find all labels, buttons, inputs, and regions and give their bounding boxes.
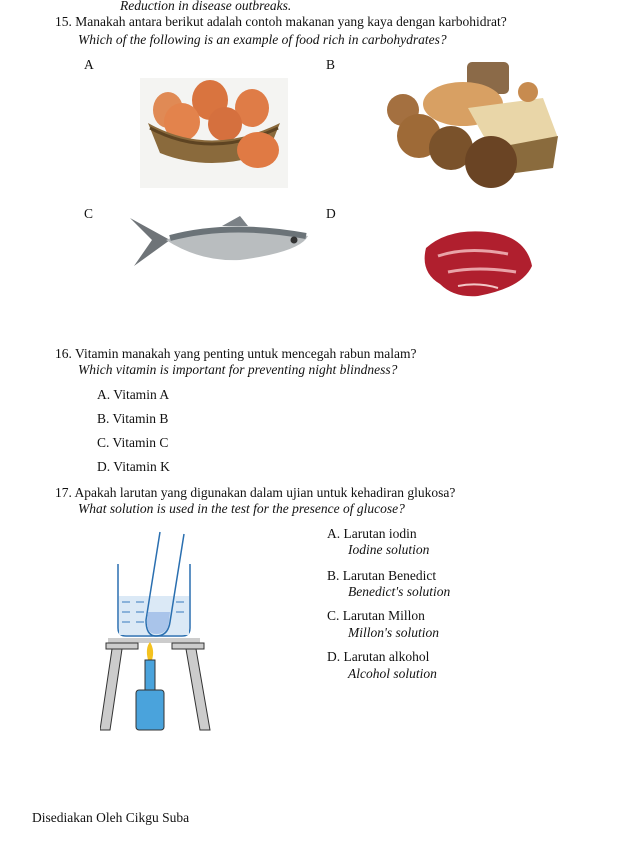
- q17-option-b[interactable]: B. Larutan Benedict: [327, 568, 437, 583]
- q17-option-c[interactable]: C. Larutan Millon: [327, 608, 425, 623]
- q17-option-a[interactable]: A. Larutan iodin: [327, 526, 417, 541]
- q15-option-c-label[interactable]: C: [84, 206, 94, 221]
- q17-question-english: What solution is used in the test for the presence of glucose?: [78, 501, 405, 516]
- q17-option-b-english: Benedict's solution: [348, 584, 451, 599]
- q16-option-d[interactable]: D. Vitamin K: [97, 459, 170, 474]
- benedict-test-apparatus-diagram: [100, 530, 220, 735]
- q17-option-d[interactable]: D. Larutan alkohol: [327, 649, 430, 664]
- q16-option-c[interactable]: C. Vitamin C: [97, 435, 169, 450]
- q15-question-english: Which of the following is an example of food rich in carbohydrates?: [78, 32, 447, 47]
- q16-question: 16. Vitamin manakah yang penting untuk mencegah rabun malam?: [55, 346, 417, 361]
- meat-image: [418, 226, 534, 298]
- q16-question-english: Which vitamin is important for preventing night blindness?: [78, 362, 398, 377]
- fish-image: [130, 212, 312, 270]
- cropped-previous-text: Reduction in disease outbreaks.: [120, 0, 292, 13]
- q15-option-a-label[interactable]: A: [84, 57, 94, 72]
- q15-option-d-label[interactable]: D: [326, 206, 336, 221]
- eggs-basket-image: [140, 78, 288, 188]
- q17-option-d-english: Alcohol solution: [348, 666, 437, 681]
- q16-option-a[interactable]: A. Vitamin A: [97, 387, 170, 402]
- footer-credit: Disediakan Oleh Cikgu Suba: [32, 810, 190, 825]
- q15-question: 15. Manakah antara berikut adalah contoh makanan yang kaya dengan karbohidrat?: [55, 14, 507, 29]
- q17-option-a-english: Iodine solution: [348, 542, 430, 557]
- q15-option-b-label[interactable]: B: [326, 57, 336, 72]
- q17-option-c-english: Millon's solution: [348, 625, 440, 640]
- q17-question: 17. Apakah larutan yang digunakan dalam ujian untuk kehadiran glukosa?: [55, 485, 456, 500]
- bread-image: [383, 58, 563, 192]
- q16-option-b[interactable]: B. Vitamin B: [97, 411, 169, 426]
